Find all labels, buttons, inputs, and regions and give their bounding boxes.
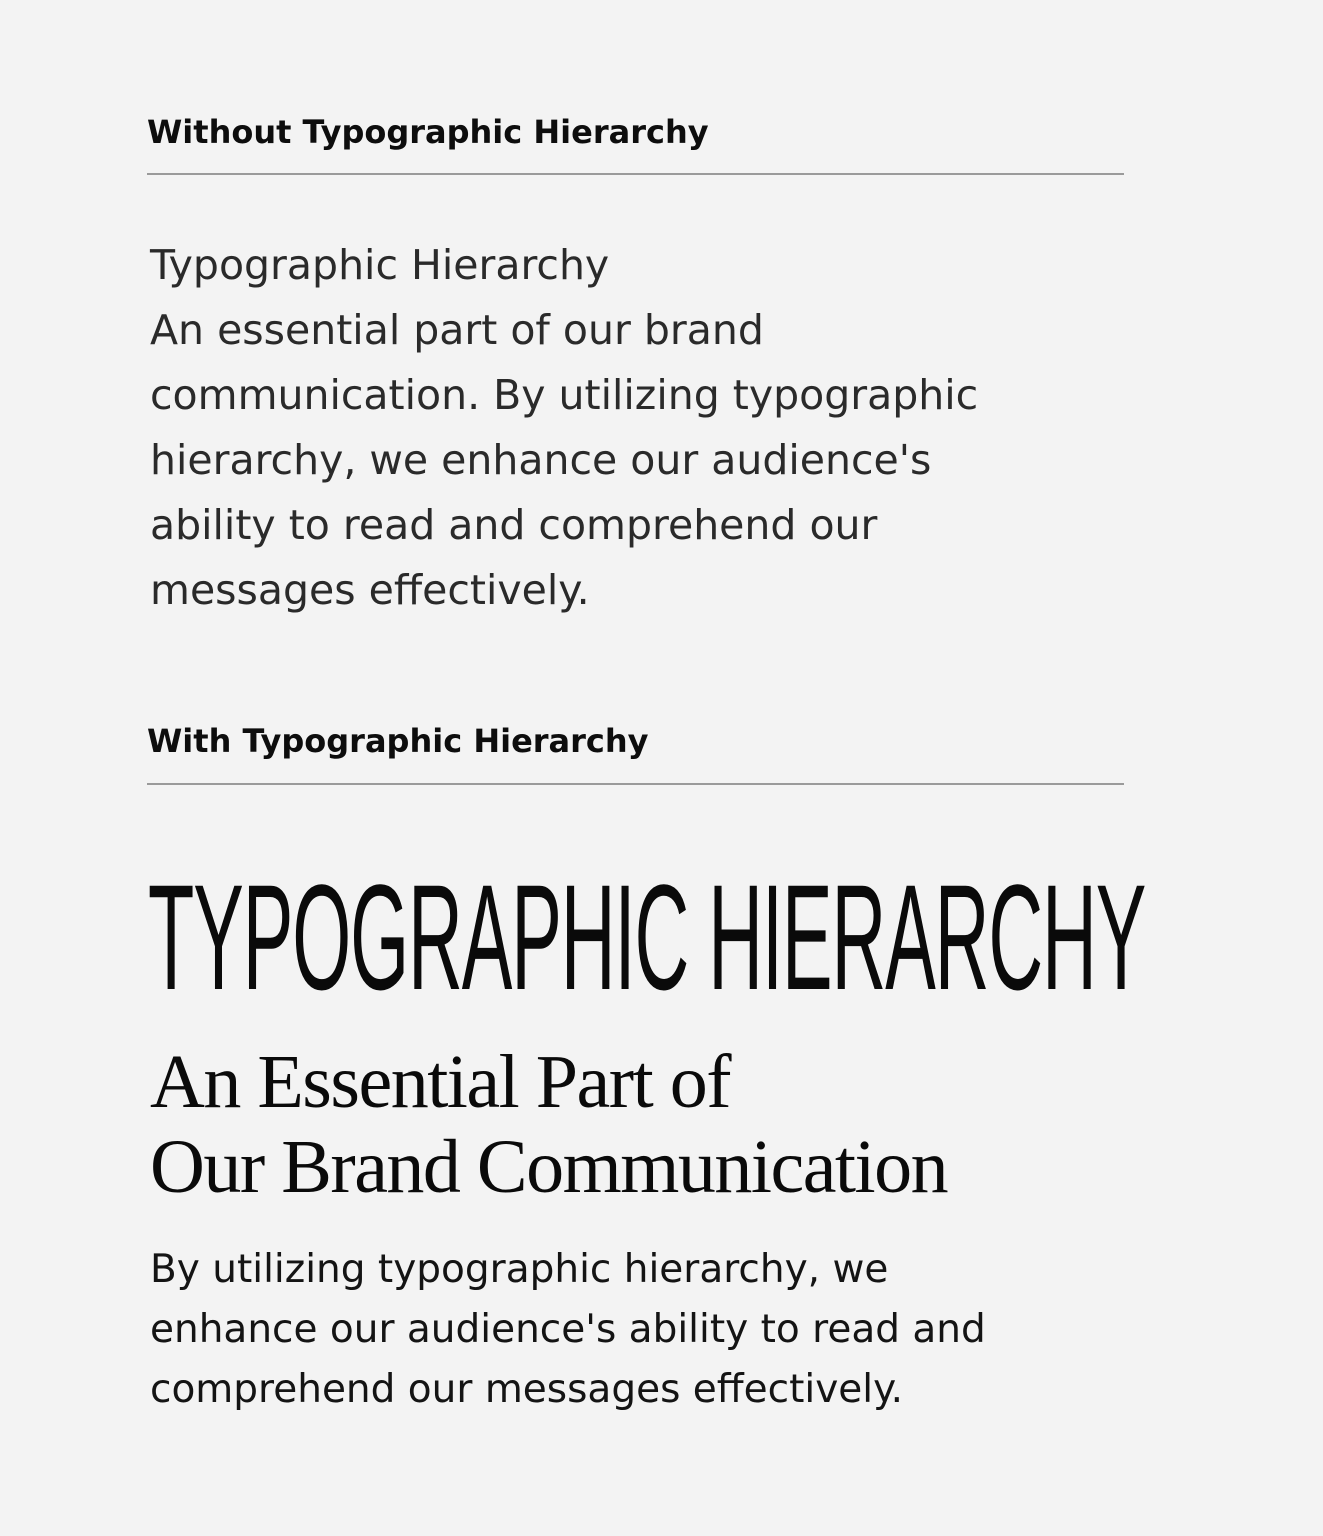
section-divider-with-hierarchy [147, 783, 1124, 785]
hierarchy-subheading [150, 1040, 947, 1210]
section-label-without-hierarchy: Without Typographic Hierarchy [147, 113, 709, 151]
hierarchy-body-text [150, 1240, 1110, 1420]
plain-text-line: communication. By utilizing typographic [150, 371, 979, 419]
body-text-line: comprehend our messages effectively. [150, 1367, 904, 1412]
plain-text-line: ability to read and comprehend our [150, 501, 878, 549]
plain-text-line: Typographic Hierarchy [150, 241, 610, 289]
body-text-line: enhance our audience's ability to read and [150, 1307, 986, 1352]
plain-text-line: messages effectively. [150, 566, 590, 614]
hierarchy-headline: TYPOGRAPHIC HIERARCHY [148, 853, 1146, 1021]
section-label-with-hierarchy: With Typographic Hierarchy [147, 722, 649, 760]
plain-text-line: An essential part of our brand [150, 306, 764, 354]
body-text-line: By utilizing typographic hierarchy, we [150, 1247, 889, 1292]
plain-text-line: hierarchy, we enhance our audience's [150, 436, 932, 484]
subheading-line: An Essential Part of [150, 1040, 731, 1124]
subheading-line: Our Brand Communication [150, 1125, 948, 1209]
section-divider-without-hierarchy [147, 173, 1124, 175]
plain-text-block [150, 233, 1110, 623]
